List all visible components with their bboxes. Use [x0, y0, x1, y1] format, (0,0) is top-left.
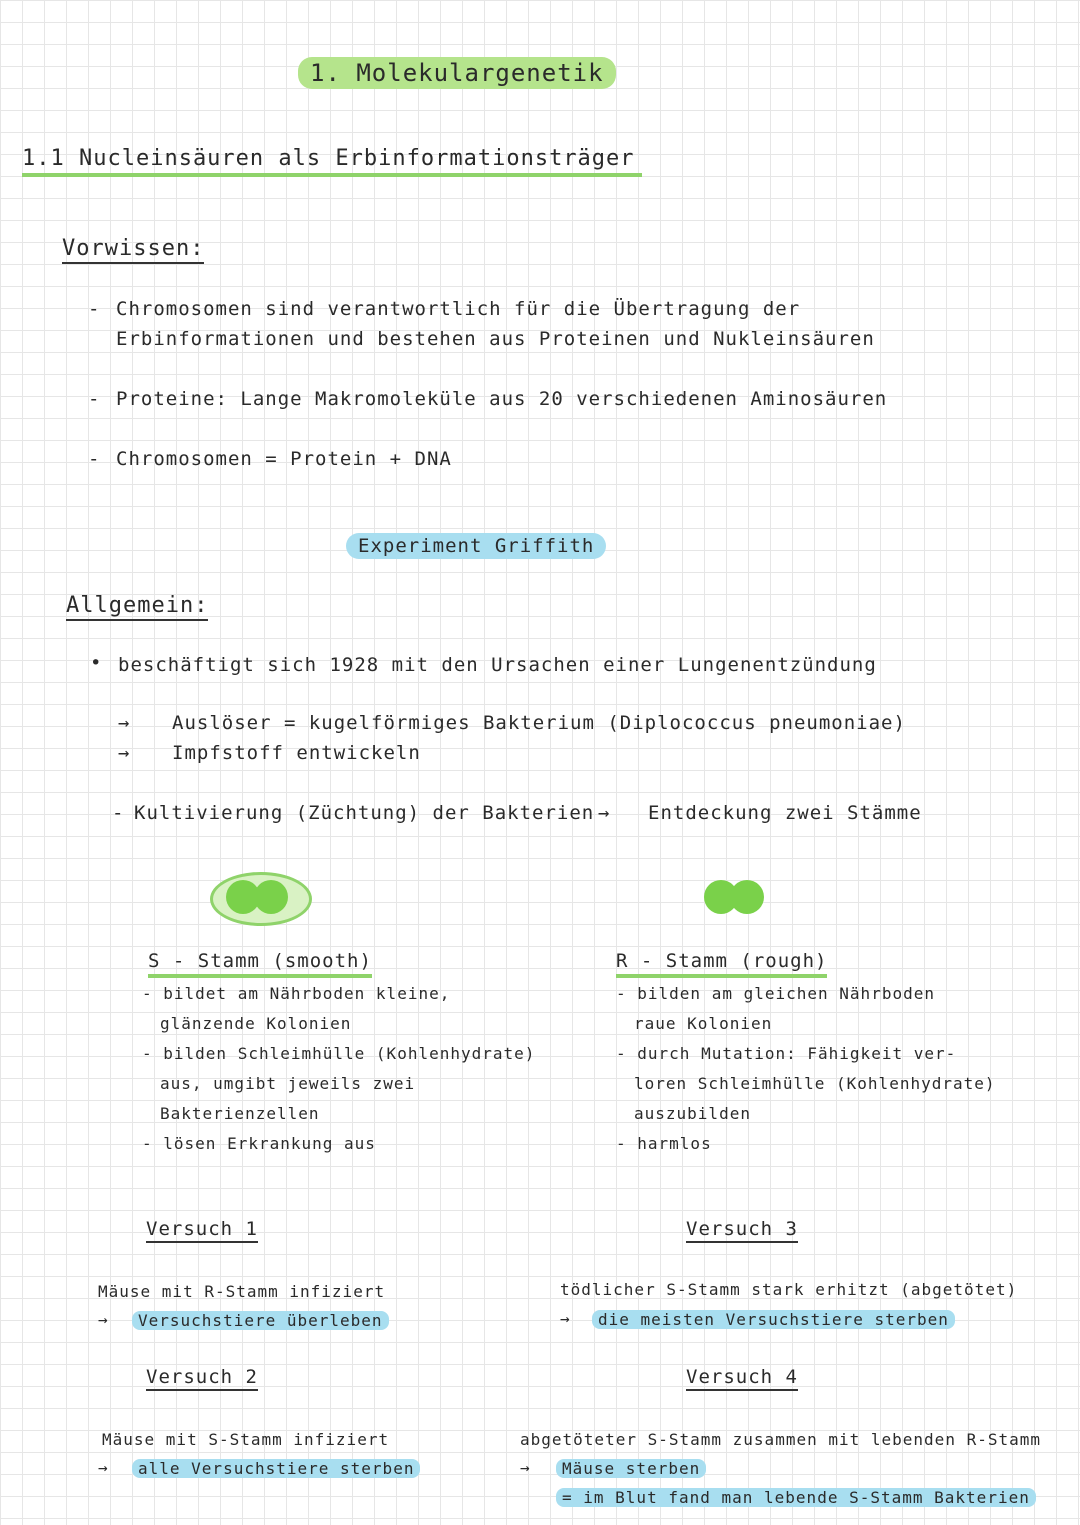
versuch-1-title: Versuch 1 [146, 1218, 258, 1243]
versuch-2-title: Versuch 2 [146, 1366, 258, 1391]
bullet-dash: - [88, 298, 101, 320]
vorwissen-bullet-1-line2: Erbinformationen und bestehen aus Proteinen und Nukleinsäuren [116, 328, 875, 350]
versuch-4-title: Versuch 4 [686, 1366, 798, 1391]
allgemein-point: beschäftigt sich 1928 mit den Ursachen einer Lungenentzündung [118, 654, 877, 676]
r-stamm-cell-icon [730, 880, 764, 914]
r-stamm-line: - harmlos [616, 1134, 712, 1153]
versuch-4-extra: = im Blut fand man lebende S-Stamm Bakterien [556, 1488, 1036, 1507]
versuch-3-title: Versuch 3 [686, 1218, 798, 1243]
bullet-dash: - [88, 448, 101, 470]
versuch-4-text: abgetöteter S-Stamm zusammen mit lebenden R-Stamm [520, 1430, 1042, 1449]
section-heading: 1.1 Nucleinsäuren als Erbinformationsträger [22, 146, 642, 177]
arrow-icon: → [118, 712, 131, 734]
arrow-icon: → [598, 802, 611, 824]
allgemein-heading: Allgemein: [66, 593, 208, 621]
s-stamm-line: glänzende Kolonien [160, 1014, 352, 1033]
s-stamm-line: - bildet am Nährboden kleine, [142, 984, 451, 1003]
versuch-1-result: Versuchstiere überleben [132, 1311, 389, 1330]
r-stamm-line: raue Kolonien [634, 1014, 773, 1033]
arrow-icon: → [98, 1458, 109, 1477]
versuch-2-text: Mäuse mit S-Stamm infiziert [102, 1430, 390, 1449]
versuch-2-result: alle Versuchstiere sterben [132, 1459, 420, 1478]
entdeckung-text: Entdeckung zwei Stämme [648, 802, 922, 824]
s-stamm-line: Bakterienzellen [160, 1104, 320, 1123]
r-stamm-heading: R - Stamm (rough) [616, 950, 827, 978]
versuch-1-text: Mäuse mit R-Stamm infiziert [98, 1282, 386, 1301]
allgemein-arrow-1: Auslöser = kugelförmiges Bakterium (Diplococcus pneumoniae) [172, 712, 906, 734]
vorwissen-bullet-3: Chromosomen = Protein + DNA [116, 448, 452, 470]
bullet-dash: - [112, 802, 125, 824]
s-stamm-heading: S - Stamm (smooth) [148, 950, 372, 978]
r-stamm-line: - bilden am gleichen Nährboden [616, 984, 935, 1003]
vorwissen-bullet-2: Proteine: Lange Makromoleküle aus 20 verschiedenen Aminosäuren [116, 388, 888, 410]
s-stamm-line: - bilden Schleimhülle (Kohlenhydrate) [142, 1044, 536, 1063]
kultivierung-text: Kultivierung (Züchtung) der Bakterien [134, 802, 595, 824]
s-stamm-cell-icon [254, 880, 288, 914]
experiment-label: Experiment Griffith [346, 533, 606, 559]
bullet-dot-icon: • [90, 652, 103, 674]
vorwissen-heading: Vorwissen: [62, 236, 204, 264]
arrow-icon: → [118, 742, 131, 764]
vorwissen-bullet-1-line1: Chromosomen sind verantwortlich für die Übertragung der [116, 298, 801, 320]
r-stamm-line: loren Schleimhülle (Kohlenhydrate) [634, 1074, 996, 1093]
s-stamm-line: aus, umgibt jeweils zwei [160, 1074, 416, 1093]
allgemein-arrow-2: Impfstoff entwickeln [172, 742, 421, 764]
versuch-3-text: tödlicher S-Stamm stark erhitzt (abgetötet) [560, 1280, 1018, 1299]
arrow-icon: → [520, 1458, 531, 1477]
s-stamm-line: - lösen Erkrankung aus [142, 1134, 376, 1153]
versuch-3-result: die meisten Versuchstiere sterben [592, 1310, 955, 1329]
r-stamm-line: - durch Mutation: Fähigkeit ver- [616, 1044, 957, 1063]
arrow-icon: → [560, 1309, 571, 1328]
versuch-4-result: Mäuse sterben [556, 1459, 706, 1478]
arrow-icon: → [98, 1310, 109, 1329]
r-stamm-line: auszubilden [634, 1104, 751, 1123]
page-title: 1. Molekulargenetik [298, 57, 616, 89]
bullet-dash: - [88, 388, 101, 410]
